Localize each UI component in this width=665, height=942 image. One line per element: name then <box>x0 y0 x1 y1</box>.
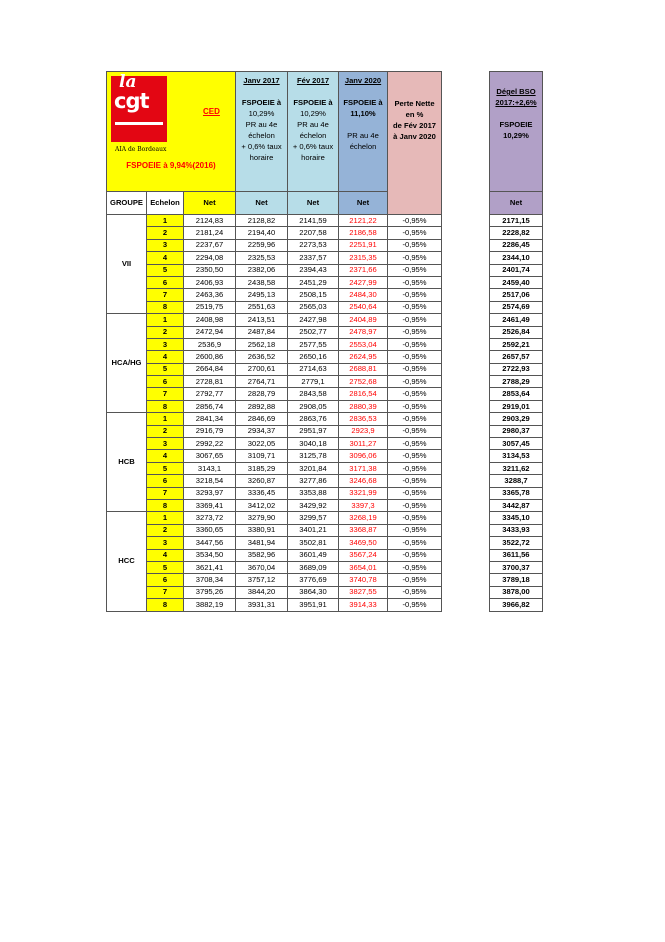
net-fev2017-cell: 3299,57 <box>288 512 339 524</box>
table-row <box>107 338 543 350</box>
net-header-fev2017: Net <box>288 192 339 215</box>
net-janv2017-cell: 2636,52 <box>236 351 288 363</box>
echelon-cell: 5 <box>147 264 184 276</box>
perte-cell: -0,95% <box>388 351 442 363</box>
echelon-cell: 3 <box>147 438 184 450</box>
net-ced-cell: 2472,94 <box>184 326 236 338</box>
table-row <box>107 326 543 338</box>
net-ced-cell: 2536,9 <box>184 338 236 350</box>
net-fev2017-cell: 3353,88 <box>288 487 339 499</box>
net-fev2017-cell: 3125,78 <box>288 450 339 462</box>
table-row <box>107 388 543 400</box>
echelon-cell: 1 <box>147 413 184 425</box>
perte-cell: -0,95% <box>388 599 442 611</box>
perte-cell: -0,95% <box>388 549 442 561</box>
degel-cell: 2344,10 <box>490 252 543 264</box>
net-janv2020-cell: 3397,3 <box>339 499 388 511</box>
net-ced-cell: 3882,19 <box>184 599 236 611</box>
degel-cell: 3288,7 <box>490 475 543 487</box>
net-janv2017-cell: 2325,53 <box>236 252 288 264</box>
perte-cell: -0,95% <box>388 586 442 598</box>
net-fev2017-cell: 2577,55 <box>288 338 339 350</box>
degel-cell: 2722,93 <box>490 363 543 375</box>
net-janv2017-cell: 3757,12 <box>236 574 288 586</box>
net-fev2017-cell: 3277,86 <box>288 475 339 487</box>
net-fev2017-cell: 3429,92 <box>288 499 339 511</box>
header-fev2017: Fév 2017 FSPOEIE à 10,29% PR au 4e échelon + 0,6% taux horaire <box>288 72 339 192</box>
perte-cell: -0,95% <box>388 227 442 239</box>
net-fev2017-cell: 2565,03 <box>288 301 339 313</box>
net-janv2017-cell: 3670,04 <box>236 561 288 573</box>
echelon-cell: 2 <box>147 425 184 437</box>
echelon-cell: 7 <box>147 487 184 499</box>
net-ced-cell: 2406,93 <box>184 276 236 288</box>
perte-cell: -0,95% <box>388 475 442 487</box>
net-janv2020-cell: 2186,58 <box>339 227 388 239</box>
net-fev2017-cell: 2951,97 <box>288 425 339 437</box>
net-janv2017-cell: 2259,96 <box>236 239 288 251</box>
echelon-cell: 7 <box>147 586 184 598</box>
degel-cell: 2171,15 <box>490 215 543 227</box>
net-janv2020-cell: 2540,64 <box>339 301 388 313</box>
net-fev2017-cell: 2207,58 <box>288 227 339 239</box>
echelon-cell: 3 <box>147 537 184 549</box>
degel-cell: 3611,56 <box>490 549 543 561</box>
perte-cell: -0,95% <box>388 574 442 586</box>
net-janv2017-cell: 3022,05 <box>236 438 288 450</box>
table-row <box>107 586 543 598</box>
echelon-cell: 1 <box>147 215 184 227</box>
echelon-cell: 8 <box>147 499 184 511</box>
table-row <box>107 450 543 462</box>
net-janv2020-cell: 3740,78 <box>339 574 388 586</box>
net-fev2017-cell: 2863,76 <box>288 413 339 425</box>
degel-cell: 2461,49 <box>490 314 543 326</box>
group-label: HCB <box>107 413 147 512</box>
net-ced-cell: 2124,83 <box>184 215 236 227</box>
logo-subtitle: AIA de Bordeaux <box>115 146 167 153</box>
net-janv2020-cell: 3268,19 <box>339 512 388 524</box>
table-row <box>107 314 543 326</box>
net-ced-cell: 2792,77 <box>184 388 236 400</box>
net-header-degel: Net <box>490 192 543 215</box>
table-row <box>107 462 543 474</box>
net-janv2017-cell: 3260,87 <box>236 475 288 487</box>
net-ced-cell: 3273,72 <box>184 512 236 524</box>
echelon-cell: 3 <box>147 239 184 251</box>
degel-cell: 2788,29 <box>490 376 543 388</box>
net-janv2020-cell: 2121,22 <box>339 215 388 227</box>
perte-cell: -0,95% <box>388 326 442 338</box>
echelon-cell: 4 <box>147 549 184 561</box>
net-janv2017-cell: 2892,88 <box>236 400 288 412</box>
degel-cell: 2228,82 <box>490 227 543 239</box>
degel-cell: 3789,18 <box>490 574 543 586</box>
net-janv2020-cell: 2251,91 <box>339 239 388 251</box>
net-fev2017-cell: 2908,05 <box>288 400 339 412</box>
echelon-cell: 4 <box>147 351 184 363</box>
perte-cell: -0,95% <box>388 400 442 412</box>
table-row <box>107 438 543 450</box>
net-janv2017-cell: 2551,63 <box>236 301 288 313</box>
table-row <box>107 487 543 499</box>
net-fev2017-cell: 3601,49 <box>288 549 339 561</box>
net-janv2017-cell: 2562,18 <box>236 338 288 350</box>
net-janv2020-cell: 3654,01 <box>339 561 388 573</box>
degel-cell: 3134,53 <box>490 450 543 462</box>
header-janv2020: Janv 2020 FSPOEIE à 11,10% PR au 4e échelon <box>339 72 388 192</box>
net-janv2017-cell: 2487,84 <box>236 326 288 338</box>
net-janv2017-cell: 3185,29 <box>236 462 288 474</box>
echelon-cell: 6 <box>147 276 184 288</box>
table-row <box>107 376 543 388</box>
net-janv2020-cell: 2427,99 <box>339 276 388 288</box>
net-janv2017-cell: 3931,31 <box>236 599 288 611</box>
perte-cell: -0,95% <box>388 239 442 251</box>
table-row <box>107 351 543 363</box>
net-janv2020-cell: 2880,39 <box>339 400 388 412</box>
degel-cell: 3433,93 <box>490 524 543 536</box>
net-fev2017-cell: 2394,43 <box>288 264 339 276</box>
net-fev2017-cell: 3040,18 <box>288 438 339 450</box>
net-ced-cell: 2600,86 <box>184 351 236 363</box>
net-janv2020-cell: 2553,04 <box>339 338 388 350</box>
echelon-cell: 2 <box>147 227 184 239</box>
net-fev2017-cell: 2427,98 <box>288 314 339 326</box>
net-fev2017-cell: 3864,30 <box>288 586 339 598</box>
degel-cell: 2526,84 <box>490 326 543 338</box>
echelon-cell: 6 <box>147 475 184 487</box>
net-fev2017-cell: 3201,84 <box>288 462 339 474</box>
perte-cell: -0,95% <box>388 289 442 301</box>
net-fev2017-cell: 3502,81 <box>288 537 339 549</box>
net-fev2017-cell: 2508,15 <box>288 289 339 301</box>
perte-cell: -0,95% <box>388 425 442 437</box>
echelon-header: Echelon <box>147 192 184 215</box>
net-janv2020-cell: 2836,53 <box>339 413 388 425</box>
net-ced-cell: 3293,97 <box>184 487 236 499</box>
perte-cell: -0,95% <box>388 487 442 499</box>
net-fev2017-cell: 2451,29 <box>288 276 339 288</box>
table-row <box>107 574 543 586</box>
perte-cell: -0,95% <box>388 561 442 573</box>
echelon-cell: 4 <box>147 450 184 462</box>
perte-cell: -0,95% <box>388 524 442 536</box>
logo-cell <box>107 72 236 192</box>
table-row <box>107 537 543 549</box>
net-janv2017-cell: 3412,02 <box>236 499 288 511</box>
degel-cell: 2853,64 <box>490 388 543 400</box>
net-janv2020-cell: 2752,68 <box>339 376 388 388</box>
net-janv2017-cell: 2128,82 <box>236 215 288 227</box>
net-fev2017-cell: 2779,1 <box>288 376 339 388</box>
perte-cell: -0,95% <box>388 252 442 264</box>
net-janv2020-cell: 3368,87 <box>339 524 388 536</box>
net-fev2017-cell: 2843,58 <box>288 388 339 400</box>
table-row <box>107 599 543 611</box>
perte-cell: -0,95% <box>388 264 442 276</box>
table-row <box>107 301 543 313</box>
table-row <box>107 549 543 561</box>
net-janv2020-cell: 3567,24 <box>339 549 388 561</box>
net-fev2017-cell: 2502,77 <box>288 326 339 338</box>
echelon-cell: 1 <box>147 512 184 524</box>
net-janv2020-cell: 3827,55 <box>339 586 388 598</box>
net-ced-cell: 2350,50 <box>184 264 236 276</box>
groupe-header: GROUPE <box>107 192 147 215</box>
net-ced-cell: 3360,65 <box>184 524 236 536</box>
ced-label: CED <box>203 107 220 116</box>
net-ced-cell: 2237,67 <box>184 239 236 251</box>
net-janv2017-cell: 2846,69 <box>236 413 288 425</box>
degel-cell: 2657,57 <box>490 351 543 363</box>
degel-cell: 2592,21 <box>490 338 543 350</box>
net-janv2020-cell: 2688,81 <box>339 363 388 375</box>
degel-cell: 3365,78 <box>490 487 543 499</box>
net-janv2020-cell: 3011,27 <box>339 438 388 450</box>
header-degel-bso: Dégel BSO 2017:+2,6% FSPOEIE 10,29% <box>490 72 543 192</box>
net-ced-cell: 2519,75 <box>184 301 236 313</box>
degel-cell: 2919,01 <box>490 400 543 412</box>
perte-cell: -0,95% <box>388 388 442 400</box>
table-row <box>107 252 543 264</box>
net-janv2020-cell: 2923,9 <box>339 425 388 437</box>
degel-cell: 2459,40 <box>490 276 543 288</box>
net-fev2017-cell: 2141,59 <box>288 215 339 227</box>
degel-cell: 2401,74 <box>490 264 543 276</box>
net-janv2020-cell: 2816,54 <box>339 388 388 400</box>
net-janv2017-cell: 2764,71 <box>236 376 288 388</box>
net-ced-cell: 3621,41 <box>184 561 236 573</box>
degel-cell: 2517,06 <box>490 289 543 301</box>
net-header-ced: Net <box>184 192 236 215</box>
net-fev2017-cell: 3951,91 <box>288 599 339 611</box>
fspoeie-2016-label: FSPOEIE à 9,94%(2016) <box>126 161 216 170</box>
net-janv2017-cell: 2934,37 <box>236 425 288 437</box>
net-janv2020-cell: 3096,06 <box>339 450 388 462</box>
net-janv2017-cell: 2700,61 <box>236 363 288 375</box>
net-janv2017-cell: 3279,90 <box>236 512 288 524</box>
net-janv2017-cell: 3109,71 <box>236 450 288 462</box>
echelon-cell: 6 <box>147 376 184 388</box>
net-janv2017-cell: 3582,96 <box>236 549 288 561</box>
perte-cell: -0,95% <box>388 376 442 388</box>
table-row <box>107 239 543 251</box>
net-ced-cell: 2181,24 <box>184 227 236 239</box>
net-ced-cell: 3143,1 <box>184 462 236 474</box>
net-ced-cell: 2408,98 <box>184 314 236 326</box>
degel-cell: 3442,87 <box>490 499 543 511</box>
perte-cell: -0,95% <box>388 301 442 313</box>
table-row <box>107 425 543 437</box>
echelon-cell: 5 <box>147 363 184 375</box>
net-janv2020-cell: 2315,35 <box>339 252 388 264</box>
cgt-logo: la cgt <box>111 76 167 142</box>
net-janv2020-cell: 3469,50 <box>339 537 388 549</box>
net-fev2017-cell: 2337,57 <box>288 252 339 264</box>
net-fev2017-cell: 3776,69 <box>288 574 339 586</box>
net-ced-cell: 2463,36 <box>184 289 236 301</box>
net-ced-cell: 2916,79 <box>184 425 236 437</box>
degel-cell: 3700,37 <box>490 561 543 573</box>
echelon-cell: 6 <box>147 574 184 586</box>
echelon-cell: 7 <box>147 388 184 400</box>
net-fev2017-cell: 3401,21 <box>288 524 339 536</box>
net-janv2017-cell: 3844,20 <box>236 586 288 598</box>
net-ced-cell: 2992,22 <box>184 438 236 450</box>
echelon-cell: 5 <box>147 561 184 573</box>
net-janv2020-cell: 3171,38 <box>339 462 388 474</box>
header-perte-nette: Perte Nette en % de Fév 2017 à Janv 2020 <box>388 72 442 215</box>
perte-cell: -0,95% <box>388 413 442 425</box>
net-ced-cell: 3447,56 <box>184 537 236 549</box>
net-janv2020-cell: 2371,66 <box>339 264 388 276</box>
net-janv2017-cell: 2194,40 <box>236 227 288 239</box>
net-janv2017-cell: 2495,13 <box>236 289 288 301</box>
perte-cell: -0,95% <box>388 338 442 350</box>
perte-cell: -0,95% <box>388 215 442 227</box>
perte-cell: -0,95% <box>388 499 442 511</box>
net-janv2020-cell: 2624,95 <box>339 351 388 363</box>
perte-cell: -0,95% <box>388 537 442 549</box>
salary-table <box>106 71 543 612</box>
perte-cell: -0,95% <box>388 450 442 462</box>
echelon-cell: 5 <box>147 462 184 474</box>
net-ced-cell: 3534,50 <box>184 549 236 561</box>
table-row <box>107 289 543 301</box>
net-janv2020-cell: 3321,99 <box>339 487 388 499</box>
echelon-cell: 8 <box>147 599 184 611</box>
net-ced-cell: 3067,65 <box>184 450 236 462</box>
table-row <box>107 400 543 412</box>
degel-cell: 3057,45 <box>490 438 543 450</box>
net-ced-cell: 3795,26 <box>184 586 236 598</box>
net-ced-cell: 2841,34 <box>184 413 236 425</box>
echelon-cell: 8 <box>147 400 184 412</box>
echelon-cell: 7 <box>147 289 184 301</box>
group-label: VII <box>107 215 147 314</box>
degel-cell: 3345,10 <box>490 512 543 524</box>
table-row <box>107 524 543 536</box>
echelon-cell: 1 <box>147 314 184 326</box>
degel-cell: 2980,37 <box>490 425 543 437</box>
echelon-cell: 2 <box>147 524 184 536</box>
net-janv2020-cell: 2478,97 <box>339 326 388 338</box>
net-janv2017-cell: 2382,06 <box>236 264 288 276</box>
net-fev2017-cell: 2714,63 <box>288 363 339 375</box>
echelon-cell: 2 <box>147 326 184 338</box>
net-header-janv2020: Net <box>339 192 388 215</box>
net-ced-cell: 2856,74 <box>184 400 236 412</box>
net-ced-cell: 3369,41 <box>184 499 236 511</box>
perte-cell: -0,95% <box>388 512 442 524</box>
table-row <box>107 215 543 227</box>
degel-cell: 3878,00 <box>490 586 543 598</box>
perte-cell: -0,95% <box>388 363 442 375</box>
group-label: HCC <box>107 512 147 611</box>
degel-cell: 2574,69 <box>490 301 543 313</box>
echelon-cell: 4 <box>147 252 184 264</box>
table-row <box>107 227 543 239</box>
net-ced-cell: 2294,08 <box>184 252 236 264</box>
degel-cell: 3211,62 <box>490 462 543 474</box>
net-ced-cell: 3218,54 <box>184 475 236 487</box>
net-fev2017-cell: 2273,53 <box>288 239 339 251</box>
group-label: HCA/HG <box>107 314 147 413</box>
net-header-janv2017: Net <box>236 192 288 215</box>
perte-cell: -0,95% <box>388 314 442 326</box>
net-janv2020-cell: 2484,30 <box>339 289 388 301</box>
net-janv2020-cell: 2404,89 <box>339 314 388 326</box>
degel-cell: 3522,72 <box>490 537 543 549</box>
net-janv2017-cell: 2828,79 <box>236 388 288 400</box>
table-row <box>107 561 543 573</box>
net-ced-cell: 3708,34 <box>184 574 236 586</box>
degel-cell: 2903,29 <box>490 413 543 425</box>
net-fev2017-cell: 2650,16 <box>288 351 339 363</box>
net-janv2020-cell: 3246,68 <box>339 475 388 487</box>
perte-cell: -0,95% <box>388 438 442 450</box>
net-fev2017-cell: 3689,09 <box>288 561 339 573</box>
echelon-cell: 3 <box>147 338 184 350</box>
net-janv2017-cell: 3481,94 <box>236 537 288 549</box>
degel-cell: 3966,82 <box>490 599 543 611</box>
net-janv2017-cell: 3380,91 <box>236 524 288 536</box>
perte-cell: -0,95% <box>388 462 442 474</box>
table-row <box>107 512 543 524</box>
echelon-cell: 8 <box>147 301 184 313</box>
net-ced-cell: 2728,81 <box>184 376 236 388</box>
table-row <box>107 276 543 288</box>
table-row <box>107 413 543 425</box>
header-row <box>107 72 543 192</box>
table-row <box>107 363 543 375</box>
table-row <box>107 499 543 511</box>
table-row <box>107 475 543 487</box>
net-janv2017-cell: 3336,45 <box>236 487 288 499</box>
perte-cell: -0,95% <box>388 276 442 288</box>
net-janv2017-cell: 2438,58 <box>236 276 288 288</box>
table-row <box>107 264 543 276</box>
net-janv2017-cell: 2413,51 <box>236 314 288 326</box>
net-ced-cell: 2664,84 <box>184 363 236 375</box>
net-janv2020-cell: 3914,33 <box>339 599 388 611</box>
degel-cell: 2286,45 <box>490 239 543 251</box>
header-janv2017: Janv 2017 FSPOEIE à 10,29% PR au 4e échelon + 0,6% taux horaire <box>236 72 288 192</box>
